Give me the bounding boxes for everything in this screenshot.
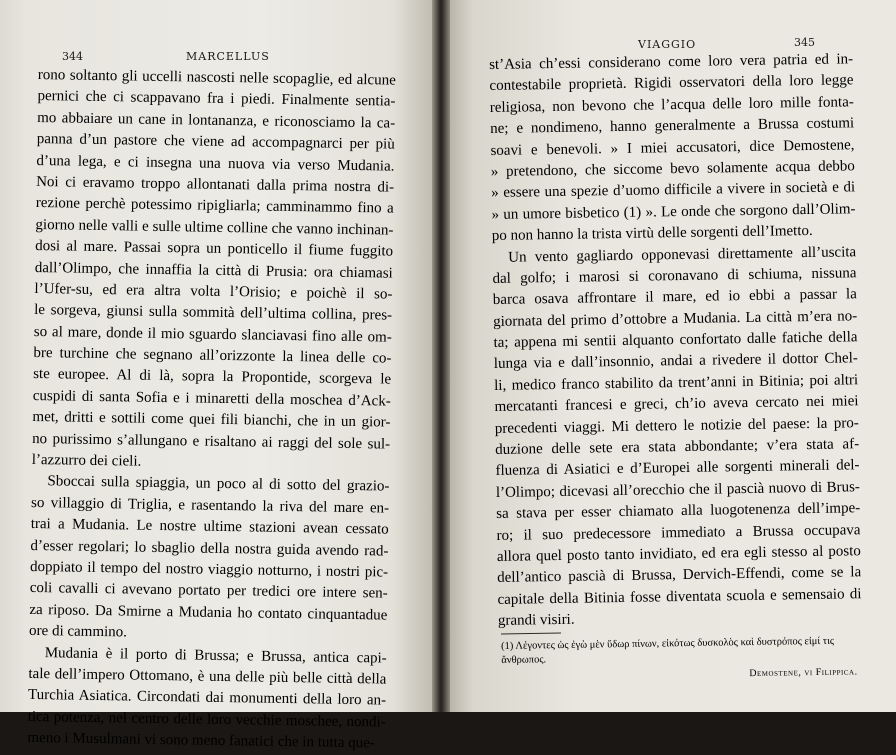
text-line: za riposo. Da Smirne a Mudania ho contato cinquantadue (29, 601, 388, 624)
text-line: duzione delle sete era stata abbondante; v’era stata af- (495, 436, 860, 458)
text-line: barca osava affrontare il mare, ed io ebbi a passar la (492, 286, 857, 309)
text-line: dosi al mare. Passai sopra un ponticello il fiume fuggito (35, 238, 394, 260)
text-line: l’Olimpo; dicevasi all’orecchio che il pascià nuovo di Brus- (495, 479, 860, 501)
text-line: tica potenza, nel centro delle loro vecchie moschee, nondi- (27, 708, 386, 731)
text-line: rono soltanto gli uccelli nascosti nelle scopaglie, ed alcune (37, 66, 396, 89)
book-gutter (432, 0, 450, 712)
text-line: ne; e nondimeno, hanno generalmente a Brussa costumi (490, 115, 855, 138)
text-line: soavi e benevoli. » I miei accusatori, dice Demostene, (490, 136, 855, 159)
text-line: precedenti viaggi. Mi dettero le notizie del paese: la pro- (494, 414, 859, 437)
footnote-text: (1) Λέγοντες ὡς ἐγὼ μὲν ὕδωρ πίνων, εἰκότως δυσκολὸς καὶ δυστρόπος εἰμί τις ἄνθρωπος. (501, 635, 835, 666)
text-line: lunga via e dall’insonnio, andai a rivedere il dottor Chel- (493, 350, 858, 373)
text-line: allora quel posto tanto invidiato, ed era egli stesso al posto (496, 543, 861, 565)
footnote (501, 634, 858, 685)
text-line: fluenza di Asiatici e d’Europei alle sorgenti minerali del- (495, 457, 860, 480)
text-line: tale dell’impero Ottomano, è una delle più belle città della (28, 665, 387, 688)
text-line: Mudania è il porto di Brussa; e Brussa, antica capi- (44, 644, 387, 667)
page-number-right: 345 (794, 36, 815, 49)
right-text-block (489, 49, 862, 632)
text-line: » pretendono, che siccome bevo solamente acqua debbo (490, 158, 855, 180)
text-line: mo abbaiare un cane in lontananza, e riconosciamo la ca- (37, 109, 396, 132)
text-line: ta; appena mi sentii alquanto confortato dalle fatiche della (493, 329, 858, 352)
text-line: religiosa, non bevono che l’acqua delle loro mille fonta- (489, 94, 854, 116)
text-line: dal golfo; i marosi si coronavano di schiuma, nissuna (492, 265, 857, 287)
text-line: Sboccai sulla spiaggia, un poco al di sotto del grazio- (47, 473, 390, 495)
text-line: rezione perchè potessimo ripigliarla; camminammo fino a (35, 195, 394, 217)
text-line: li, medico franco stabilito da trent’anni in Bitinia; poi altri (494, 372, 859, 394)
text-line: giornata del primo d’ottobre a Mudania. La città m’era no- (493, 307, 858, 330)
text-line: d’una lega, e ci insegna una nuova via verso Mudania. (36, 152, 395, 175)
left-text-block (27, 65, 396, 755)
text-line: so al mare, donde il mio sguardo slanciavasi fino alle om- (33, 323, 392, 346)
text-line: l’Ufer-su, ed era altra volta l’Orisio; e poichè il so- (34, 280, 393, 303)
text-line: meno i Musulmani vi sono meno fanatici che in tutta que- (27, 730, 375, 752)
footnote-attribution: Demostene, vi Filippica. (749, 666, 858, 680)
text-line: dall’Olimpo, che innaffia la città di Prusia: ora chiamasi (34, 259, 393, 282)
text-line: d’esser regolari; lo sbaglio della nostra guida avendo rad- (30, 537, 389, 560)
text-line: contestabile proprietà. Rigidi osservatori della loro legge (489, 72, 854, 95)
text-line: trai a Mudania. Le nostre ultime stazioni avean cessato (30, 516, 389, 538)
text-line: ro; il suo predecessore immediato a Brussa occupava (496, 521, 861, 544)
text-line: st’Asia ch’essi considerano come loro vera patria ed in- (489, 51, 854, 73)
text-line: ore di cammino. (28, 623, 128, 641)
text-line: po non hanno la trista virtù delle sorgenti dell’Imetto. (491, 223, 813, 245)
text-line: bre turchine che segnano all’orizzonte la linea delle co- (33, 345, 392, 367)
running-head-left: MARCELLUS (186, 50, 270, 63)
text-line: sa stava per esser chiamato alla luogotenenza dell’impe- (496, 500, 861, 523)
text-line: so villaggio di Triglia, e rasentando la riva del mare en- (30, 494, 390, 517)
text-line: cuspidi di santa Sofia e i minaretti della moschea d’Ack- (32, 387, 391, 410)
text-line: giorno nelle valli e sulle ultime colline che vanno inchinan- (35, 216, 394, 239)
text-line: » essere una spezie d’uomo difficile a vivere in società e di (491, 179, 856, 202)
text-line: doppiato il tempo del nostro viaggio notturno, i nostri pic- (29, 558, 389, 581)
text-line: panna d’un pastore che viene ad accompagnarci per più (36, 131, 395, 153)
running-head-right: VIAGGIO (638, 38, 697, 51)
text-line: Noi ci eravamo troppo allontanati dalla prima nostra di- (36, 173, 395, 196)
text-line: dell’antico pascià di Brussa, Dervich-Effendi, come se la (497, 564, 862, 587)
page-number-left: 344 (62, 50, 83, 63)
text-line: ste europee. Al di là, sopra la Propontide, scorgeva le (33, 366, 392, 389)
text-line: pernici che ci scappavano fra i piedi. Finalmente sentia- (37, 88, 396, 111)
text-line: met, dritti e sottili come quei fili bianchi, che in un gior- (32, 409, 391, 431)
text-line: le sorgeva, giunsi sulla sommità dell’ultima collina, pres- (34, 302, 393, 324)
text-line: capitale della Bitinia fosse diventata scuola e semensaio di (497, 585, 862, 608)
text-line: mercatanti francesi e greci, ch’io aveva cercato nei miei (494, 393, 859, 416)
text-line: » un umore bisbetico (1) ». Le onde che sorgono dall’Olim- (491, 200, 856, 223)
text-line: Un vento gagliardo opponevasi direttamente all’uscita (508, 243, 857, 266)
text-line: no purissimo s’allungano e risaltano ai raggi del sole sul- (32, 430, 391, 453)
text-line: coli cavalli ci avevano portato per tredici ore intere sen- (29, 580, 388, 602)
text-line: Turchia Asiatica. Circondati dai monumenti della loro an- (27, 687, 387, 709)
text-line: grandi visiri. (497, 611, 575, 630)
text-line: l’azzurro dei cieli. (31, 451, 142, 470)
